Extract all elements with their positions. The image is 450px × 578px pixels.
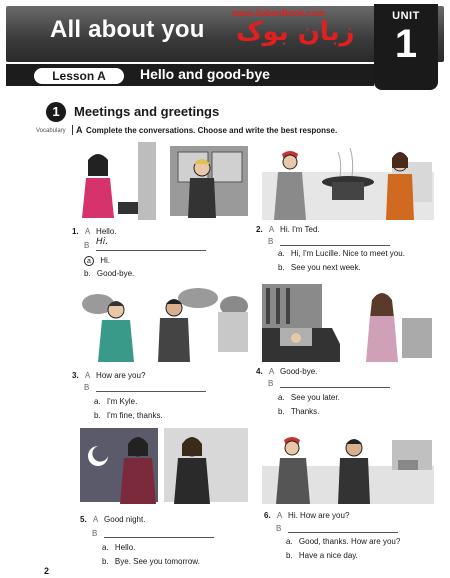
lesson-label: Lesson A (34, 68, 124, 84)
option-b-text: I'm fine, thanks. (106, 411, 163, 420)
option-a-text: Hello. (114, 543, 136, 552)
option-b-text: Good-bye. (96, 269, 135, 278)
selected-option-marker[interactable]: a (84, 256, 94, 266)
section-number: 1 (46, 102, 66, 122)
option-b-marker[interactable]: b. (278, 407, 285, 416)
option-b-text: See you next week. (290, 263, 361, 272)
speaker-b-letter: B (276, 524, 282, 533)
speaker-a-letter: A (268, 225, 274, 234)
exercise-number: 2. (256, 225, 263, 234)
answer-line[interactable] (104, 537, 214, 538)
speaker-a-letter: A (268, 367, 274, 376)
illustration-3 (78, 284, 250, 362)
speaker-a-text: Hi. I'm Ted. (280, 225, 320, 234)
lesson-title: Hello and good-bye (140, 66, 270, 82)
page-number: 2 (44, 566, 50, 576)
answer-line[interactable] (280, 245, 390, 246)
option-a-text: See you later. (290, 393, 340, 402)
unit-label: UNIT (392, 10, 420, 22)
speaker-a-text: How are you? (96, 371, 146, 380)
option-b-marker[interactable]: b. (94, 411, 101, 420)
speaker-a-text: Good-bye. (280, 367, 318, 376)
option-a-marker[interactable]: a. (102, 543, 109, 552)
unit-number: 1 (394, 22, 418, 66)
logo-wordmark: زبان بوک (236, 17, 355, 47)
option-b-text: Thanks. (290, 407, 320, 416)
speaker-a-letter: A (92, 515, 98, 524)
speaker-a-text: Hello. (96, 227, 117, 236)
option-b-marker[interactable]: b. (278, 263, 285, 272)
speaker-a-letter: A (84, 371, 90, 380)
speaker-b-letter: B (84, 383, 90, 392)
option-a-marker[interactable]: a. (286, 537, 293, 546)
answer-line[interactable] (96, 391, 206, 392)
written-answer: Hi. (96, 237, 109, 247)
section-title: Meetings and greetings (74, 104, 220, 119)
illustration-6 (262, 426, 434, 504)
exercise-number: 3. (72, 371, 79, 380)
option-a-marker[interactable]: a. (94, 397, 101, 406)
illustration-4 (262, 284, 434, 362)
option-a-marker[interactable]: a. (278, 393, 285, 402)
speaker-a-text: Hi. How are you? (288, 511, 350, 520)
option-b-text: Have a nice day. (298, 551, 358, 560)
option-a-text: Hi. (100, 256, 111, 265)
illustration-2 (262, 142, 434, 220)
exercise-number: 1. (72, 227, 79, 236)
speaker-b-letter: B (268, 237, 274, 246)
illustration-1 (78, 142, 250, 220)
speaker-a-letter: A (276, 511, 282, 520)
option-a-text: Good, thanks. How are you? (298, 537, 401, 546)
option-b-marker[interactable]: b. (286, 551, 293, 560)
option-a-text: Hi, I'm Lucille. Nice to meet you. (290, 249, 405, 258)
exercise-number: 5. (80, 515, 87, 524)
option-a-marker[interactable]: a. (278, 249, 285, 258)
speaker-b-letter: B (268, 379, 274, 388)
instruction-text: Complete the conversations. Choose and write the best response. (86, 126, 338, 135)
speaker-b-letter: B (84, 241, 90, 250)
answer-line[interactable] (288, 532, 398, 533)
option-a-text: I'm Kyle. (106, 397, 138, 406)
exercise-number: 6. (264, 511, 271, 520)
answer-line[interactable] (96, 250, 206, 251)
option-b-marker[interactable]: b. (84, 269, 91, 278)
speaker-b-letter: B (92, 529, 98, 538)
instruction-letter: A (72, 125, 83, 135)
logo-url: www.ZabanBook.com (232, 8, 326, 18)
speaker-a-letter: A (84, 227, 90, 236)
option-b-text: Bye. See you tomorrow. (114, 557, 200, 566)
unit-badge (374, 4, 438, 90)
option-b-marker[interactable]: b. (102, 557, 109, 566)
illustration-5 (78, 426, 250, 504)
exercise-number: 4. (256, 367, 263, 376)
vocabulary-label: Vocabulary (36, 128, 66, 134)
answer-line[interactable] (280, 387, 390, 388)
unit-title: All about you (50, 16, 205, 43)
speaker-a-text: Good night. (104, 515, 146, 524)
